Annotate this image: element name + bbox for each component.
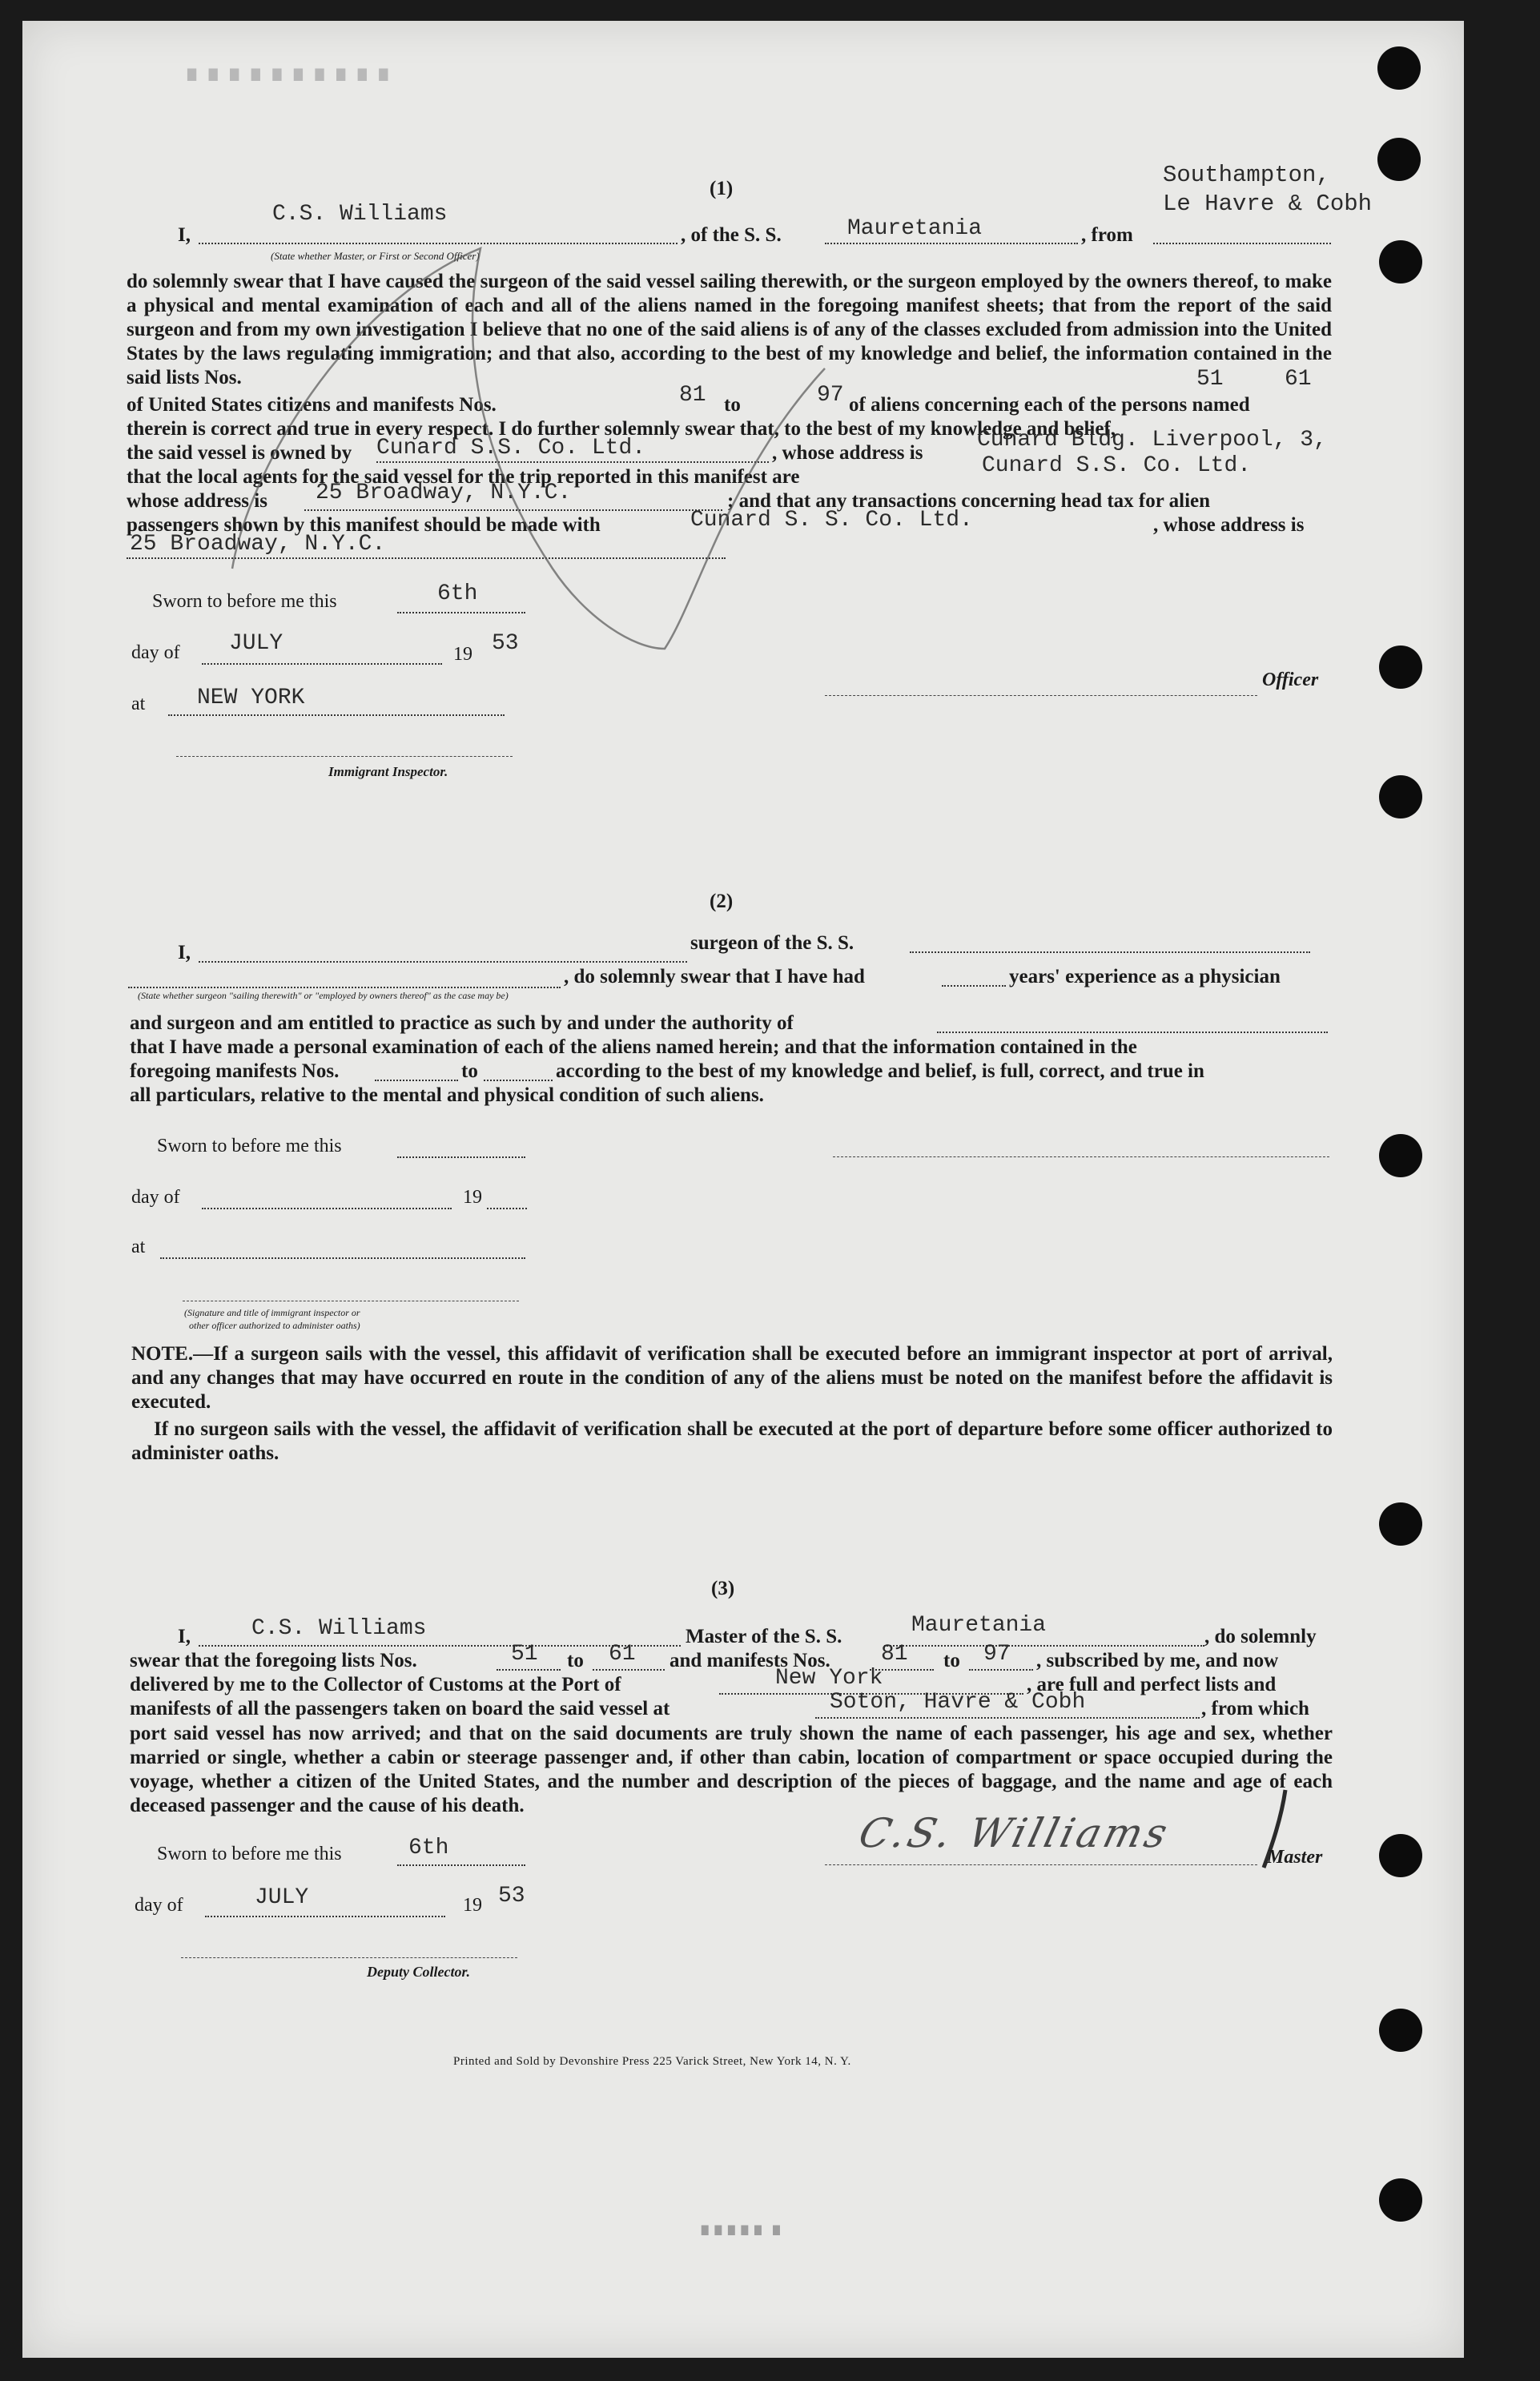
- text-do-solemnly: , do solemnly: [1204, 1626, 1317, 1647]
- agents-field: Cunard S.S. Co. Ltd.: [982, 453, 1252, 478]
- sworn-month-3: JULY: [255, 1885, 309, 1910]
- text-swear-lists: swear that the foregoing lists Nos.: [130, 1650, 417, 1671]
- text-I-3: I,: [178, 1626, 191, 1647]
- text-from: , from: [1081, 224, 1133, 246]
- text-local-agents: that the local agents for the said vessel for the trip reported in this manifest are: [127, 466, 800, 488]
- day-of-label-2: day of: [131, 1187, 180, 1208]
- lists-from-line-3: [497, 1669, 561, 1671]
- manifests-from-3: 81: [881, 1642, 908, 1667]
- punch-hole: [1379, 646, 1422, 689]
- text-master-of: Master of the S. S.: [686, 1626, 842, 1647]
- manifests-from: 81: [679, 383, 706, 408]
- punch-hole: [1379, 1502, 1422, 1546]
- authority-line: [937, 1032, 1328, 1033]
- from-port-line1: Southampton,: [1163, 162, 1330, 188]
- owner-address-field: Cunard Bldg. Liverpool, 3,: [977, 428, 1327, 452]
- ship-name-field-3: Mauretania: [911, 1613, 1047, 1638]
- pencil-annotation: [216, 232, 857, 681]
- text-delivered: delivered by me to the Collector of Customs at the Port of: [130, 1674, 621, 1695]
- day-of-label-3: day of: [135, 1895, 183, 1916]
- text-swear: , do solemnly swear that I have had: [564, 966, 865, 987]
- text-according: according to the best of my knowledge and belief, is full, correct, and true in: [556, 1060, 1204, 1082]
- sworn-year-1: 53: [492, 631, 519, 656]
- master-caption: (State whether Master, or First or Second Officer): [271, 250, 480, 262]
- text-examination: that I have made a personal examination of each of the aliens named herein; and that the information contained in the: [130, 1036, 1137, 1058]
- text-manifests-of: manifests of all the passengers taken on board the said vessel at: [130, 1698, 670, 1719]
- years-line: [942, 985, 1006, 987]
- year-prefix-1: 19: [453, 644, 472, 665]
- sworn-label-3: Sworn to before me this: [157, 1844, 342, 1864]
- departed-field-3: Soton, Havre & Cobh: [830, 1690, 1086, 1715]
- manifests-to-line-3: [969, 1669, 1033, 1671]
- month-line-2: [202, 1208, 452, 1209]
- lists-to: 61: [1285, 367, 1312, 392]
- head-tax-party-field: Cunard S. S. Co. Ltd.: [690, 508, 973, 533]
- sworn-day-line-3: [397, 1864, 525, 1866]
- text-manifests-nos: foregoing manifests Nos.: [130, 1060, 340, 1082]
- text-I: I,: [178, 224, 191, 246]
- surgeon-ship-line: [910, 951, 1310, 953]
- punch-hole: [1379, 1134, 1422, 1177]
- text-of-aliens: of aliens concerning each of the persons named: [849, 394, 1250, 416]
- port-field-3: New York: [775, 1666, 883, 1691]
- text-therein: therein is correct and true in every respect. I do further solemnly swear that, to the best of my knowledge and belief,: [127, 418, 1116, 440]
- text-to-2: to: [461, 1060, 478, 1082]
- head-tax-address-field: 25 Broadway, N.Y.C.: [130, 532, 386, 557]
- punch-hole: [1377, 138, 1421, 181]
- master-signature-line: [825, 1864, 1257, 1865]
- officer-label: Officer: [1262, 670, 1319, 690]
- sworn-label-2: Sworn to before me this: [157, 1136, 342, 1156]
- place-line-1: [168, 714, 505, 716]
- text-to-3b: to: [943, 1650, 960, 1671]
- inspector-label: Immigrant Inspector.: [328, 764, 448, 779]
- departed-line-3: [815, 1717, 1200, 1719]
- punch-hole: [1379, 775, 1422, 818]
- year-prefix-2: 19: [463, 1187, 482, 1208]
- surgeon-caption: (State whether surgeon "sailing therewith" or "employed by owners thereof" as the case may be): [138, 990, 509, 1001]
- text-surgeon-of: surgeon of the S. S.: [690, 932, 854, 954]
- text-us-citizens: of United States citizens and manifests Nos.: [127, 394, 497, 416]
- sworn-day-1: 6th: [437, 581, 478, 606]
- manifests-to: 97: [817, 383, 844, 408]
- printer-footer: Printed and Sold by Devonshire Press 225 Varick Street, New York 14, N. Y.: [453, 2055, 851, 2068]
- sig-caption-2: other officer authorized to administer oaths): [189, 1320, 360, 1331]
- text-passengers: passengers shown by this manifest should be made with: [127, 514, 601, 536]
- month-line-3: [205, 1916, 445, 1917]
- sworn-month-1: JULY: [229, 631, 283, 656]
- at-label-1: at: [131, 694, 146, 714]
- from-line: [1153, 243, 1331, 244]
- year-prefix-3: 19: [463, 1895, 482, 1916]
- place-line-2: [160, 1257, 525, 1259]
- punch-hole: [1379, 2178, 1422, 2222]
- note-paragraph-1: NOTE.—If a surgeon sails with the vessel, this affidavit of verification shall be executed before an immigrant inspector at port of arrival, and any changes that may have occurred en route in the condition of any of the aliens must be noted on the manifest before the affidavit is executed.: [131, 1343, 1333, 1413]
- text-whose-address-2: whose address is: [127, 490, 267, 512]
- manifest-to-line-2: [484, 1080, 553, 1081]
- text-years: years' experience as a physician: [1009, 966, 1281, 987]
- master-signature: C.S. Williams: [854, 1810, 1176, 1856]
- master-name-field: C.S. Williams: [272, 202, 448, 227]
- punch-hole: [1379, 1834, 1422, 1877]
- from-port-line2: Le Havre & Cobh: [1163, 191, 1373, 217]
- bleed-through-footer: ∎ ∎∎∎∎∎: [698, 2217, 783, 2240]
- surgeon-name-line: [199, 961, 687, 963]
- collector-signature-line: [181, 1957, 517, 1958]
- text-of-ss: , of the S. S.: [681, 224, 782, 246]
- lists-from-3: 51: [511, 1642, 538, 1667]
- text-whose-address-3: , whose address is: [1153, 514, 1305, 536]
- text-authority: and surgeon and am entitled to practice as such by and under the authority of: [130, 1012, 794, 1034]
- sworn-day-3: 6th: [408, 1836, 449, 1860]
- section-1-heading: (1): [710, 178, 734, 199]
- ship-line-3: [884, 1645, 1204, 1647]
- text-are-full: , are full and perfect lists and: [1027, 1674, 1277, 1695]
- bleed-through: ∎ ∎ ∎ ∎ ∎ ∎ ∎ ∎ ∎ ∎: [184, 63, 392, 90]
- officer-signature-line: [825, 695, 1257, 696]
- section-2-heading: (2): [710, 891, 734, 912]
- text-subscribed: , subscribed by me, and now: [1036, 1650, 1279, 1671]
- at-label-2: at: [131, 1237, 146, 1257]
- surgeon-signature-line: [833, 1156, 1329, 1157]
- sworn-label-1: Sworn to before me this: [152, 591, 337, 612]
- ship-line: [825, 243, 1078, 244]
- manifest-from-line-2: [375, 1080, 458, 1081]
- sworn-day-line-2: [397, 1156, 525, 1158]
- agents-address-field: 25 Broadway, N.Y.C.: [316, 481, 572, 505]
- text-I-2: I,: [178, 942, 191, 963]
- oath-paragraph-3: port said vessel has now arrived; and that on the said documents are truly shown the name of each passenger, his age and sex, whether married or single, whether a cabin or steerage passenger and, if other than cabin, location of compartment or space occupied during the voyage, whether a citizen of the United States, and the number and description of the pieces of baggage, and the name and age of each deceased passenger and the cause of his death.: [130, 1723, 1333, 1816]
- sworn-year-3: 53: [498, 1884, 525, 1908]
- punch-hole: [1379, 240, 1422, 284]
- section-3-heading: (3): [711, 1578, 735, 1599]
- note-paragraph-2: If no surgeon sails with the vessel, the affidavit of verification shall be executed at the port of departure before some officer authorized to administer oaths.: [131, 1418, 1333, 1464]
- year-line-2: [487, 1208, 527, 1209]
- oath-paragraph-1: do solemnly swear that I have caused the surgeon of the said vessel sailing therewith, or the surgeon employed by the owners thereof, to make a physical and mental examination of each and all of the aliens named in the foregoing manifest sheets; that from the report of the said surgeon and from my own investigation I believe that no one of the said aliens is of any of the classes excluded from admission into the United States by the laws regulating immigration; and that also, according to the best of my knowledge and belief, the information contained in the said lists Nos.: [127, 271, 1332, 388]
- lists-to-line-3: [593, 1669, 665, 1671]
- text-and-manifests: and manifests Nos.: [669, 1650, 830, 1671]
- lists-to-3: 61: [609, 1642, 636, 1667]
- owner-field: Cunard S.S. Co. Ltd.: [376, 436, 646, 461]
- punch-hole: [1377, 46, 1421, 90]
- text-from-which: , from which: [1201, 1698, 1309, 1719]
- text-to-3a: to: [567, 1650, 584, 1671]
- sig-caption-1: (Signature and title of immigrant inspector or: [184, 1307, 360, 1318]
- collector-label: Deputy Collector.: [367, 1964, 470, 1980]
- text-owned-by: the said vessel is owned by: [127, 442, 352, 464]
- lists-from: 51: [1196, 367, 1224, 392]
- master-name-field-3: C.S. Williams: [251, 1616, 427, 1641]
- text-head-tax: ; and that any transactions concerning head tax for alien: [727, 490, 1211, 512]
- text-all-particulars: all particulars, relative to the mental and physical condition of such aliens.: [130, 1084, 764, 1106]
- ship-name-field: Mauretania: [847, 216, 983, 241]
- text-whose-address-1: , whose address is: [772, 442, 923, 464]
- manifests-to-3: 97: [983, 1642, 1011, 1667]
- text-to-1: to: [724, 394, 741, 416]
- master-label: Master: [1267, 1847, 1323, 1868]
- punch-hole: [1379, 2009, 1422, 2052]
- inspector-signature-line: [176, 756, 513, 757]
- day-of-label-1: day of: [131, 642, 180, 663]
- surgeon-type-line: [128, 987, 561, 988]
- sworn-place-1: NEW YORK: [197, 686, 305, 710]
